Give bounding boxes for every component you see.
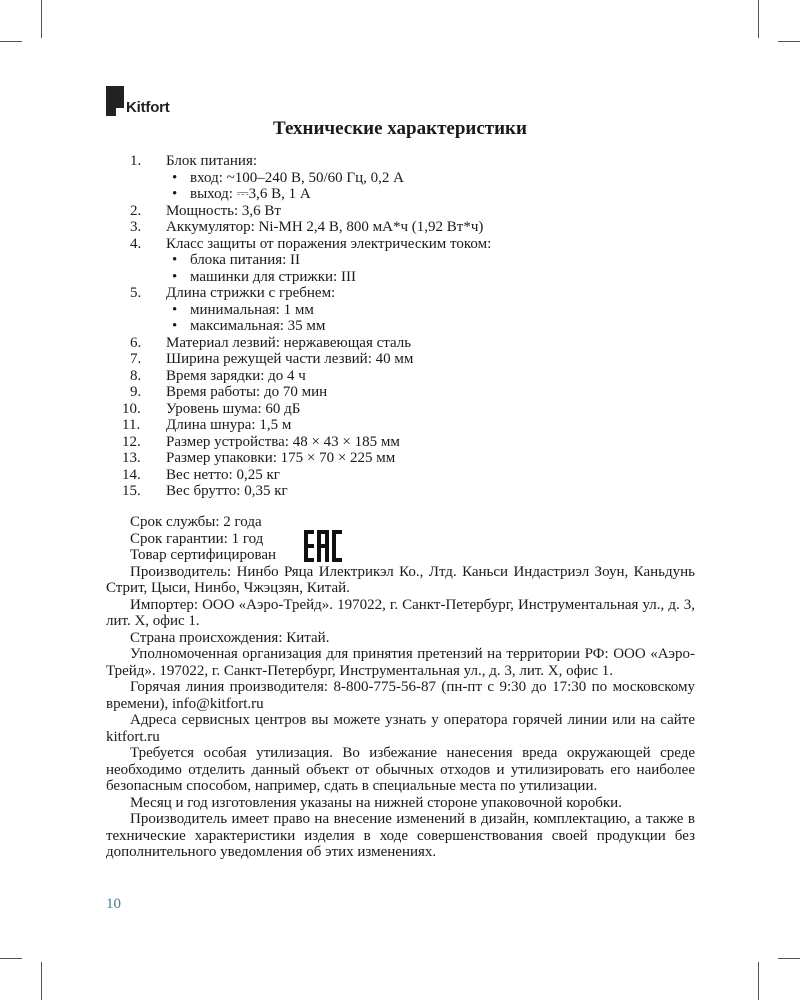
spec-subitem-text: максимальная: 35 мм	[190, 318, 326, 334]
spec-item	[106, 153, 706, 170]
spec-subitem	[106, 302, 706, 319]
spec-item	[106, 434, 706, 451]
spec-number: 3.	[130, 219, 142, 235]
info-paragraph: Адреса сервисных центров вы можете узнать у оператора горячей линии или на сайте kitfort.ru	[106, 712, 695, 745]
spec-text: Вес брутто: 0,35 кг	[166, 483, 288, 499]
spec-text: Ширина режущей части лезвий: 40 мм	[166, 351, 414, 367]
spec-number: 8.	[130, 367, 142, 384]
spec-text: Время зарядки: до 4 ч	[166, 367, 306, 384]
spec-item	[106, 335, 706, 352]
spec-subitem	[106, 170, 706, 187]
spec-item	[106, 368, 706, 385]
brand-logo	[106, 86, 170, 116]
spec-text: Материал лезвий: нержавеющая сталь	[166, 334, 412, 351]
certified-text: Товар сертифицирован	[130, 547, 277, 563]
spec-item	[106, 236, 706, 253]
info-paragraph: Месяц и год изготовления указаны на нижней стороне упаковочной коробки.	[130, 794, 622, 811]
info-paragraph: Требуется особая утилизация. Во избежание нанесения вреда окружающей среде необходимо отделить данный объект от обычных отходов и утилизировать его наиболее безопасным способом, например, сдать в специальные места по утилизации.	[106, 745, 695, 794]
info-paragraph: Страна происхождения: Китай.	[130, 629, 330, 646]
kitfort-logo-icon	[106, 86, 124, 116]
page-title: Технические характеристики	[273, 118, 527, 139]
crop-mark	[778, 958, 800, 959]
spec-number: 4.	[130, 235, 142, 252]
spec-text: Класс защиты от поражения электрическим током:	[166, 235, 492, 252]
spec-number: 9.	[130, 384, 142, 400]
specs-list	[106, 153, 706, 500]
bullet-icon: •	[172, 268, 178, 285]
crop-mark	[778, 41, 800, 42]
spec-item	[106, 467, 706, 484]
spec-subitem-text: минимальная: 1 мм	[190, 301, 314, 318]
spec-number: 13.	[122, 450, 141, 466]
spec-item	[106, 384, 706, 401]
spec-text: Мощность: 3,6 Вт	[166, 202, 281, 219]
bullet-icon: •	[172, 252, 178, 268]
info-paragraph: Производитель имеет право на внесение изменений в дизайн, комплектацию, а также в технические характеристики изделия в ходе совершенствования своей продукции без дополнительного уведомления об этих изменениях.	[106, 811, 695, 860]
spec-text: Аккумулятор: Ni-MH 2,4 В, 800 мА*ч (1,92 Вт*ч)	[166, 219, 484, 235]
crop-mark	[0, 958, 22, 959]
info-section	[106, 514, 695, 861]
info-paragraphs	[106, 564, 695, 861]
bullet-icon: •	[172, 301, 178, 318]
bullet-icon: •	[172, 318, 178, 334]
spec-subitem-text: блока питания: II	[190, 252, 301, 268]
spec-item	[106, 219, 706, 236]
spec-item	[106, 203, 706, 220]
spec-number: 5.	[130, 285, 142, 301]
crop-mark	[41, 0, 42, 38]
spec-subitem	[106, 318, 706, 335]
spec-subitem	[106, 269, 706, 286]
spec-number: 7.	[130, 351, 142, 367]
spec-subitem	[106, 186, 706, 203]
page-number: 10	[106, 896, 121, 912]
info-paragraph: Горячая линия производителя: 8-800-775-56-87 (пн-пт с 9:30 до 17:30 по московскому времени), info@kitfort.ru	[106, 679, 695, 712]
spec-text: Размер упаковки: 175 × 70 × 225 мм	[166, 450, 396, 466]
spec-item	[106, 401, 706, 418]
crop-mark	[0, 41, 22, 42]
spec-number: 14.	[122, 466, 141, 483]
spec-number: 11.	[122, 417, 141, 433]
spec-text: Вес нетто: 0,25 кг	[166, 466, 280, 483]
spec-number: 1.	[130, 153, 142, 169]
spec-text: Блок питания:	[166, 153, 258, 169]
spec-item	[106, 285, 706, 302]
spec-subitem-text: выход: ⎓3,6 В, 1 А	[190, 186, 311, 202]
spec-item	[106, 450, 706, 467]
info-paragraph: Уполномоченная организация для принятия претензий на территории РФ: ООО «Аэро-Трейд». 197022, г. Санкт-Петербург, Инструментальная ул., д. 3, лит. Х, офис 1.	[106, 646, 695, 679]
spec-text: Длина стрижки с гребнем:	[166, 285, 336, 301]
warranty-period: Срок гарантии: 1 год	[130, 530, 264, 547]
spec-number: 10.	[122, 400, 141, 417]
eac-mark-icon	[304, 530, 342, 562]
spec-item	[106, 483, 706, 500]
spec-number: 6.	[130, 334, 142, 351]
bullet-icon: •	[172, 169, 178, 186]
service-life: Срок службы: 2 года	[130, 514, 262, 530]
spec-item	[106, 417, 706, 434]
info-paragraph: Производитель: Нинбо Ряца Илектрикэл Ко., Лтд. Каньси Индастриэл Зоун, Каньдунь Стрит, Цыси, Нинбо, Чжэцзян, Китай.	[106, 563, 695, 596]
spec-number: 12.	[122, 433, 141, 450]
crop-mark	[41, 962, 42, 1000]
spec-subitem	[106, 252, 706, 269]
spec-subitem-text: вход: ~100–240 В, 50/60 Гц, 0,2 А	[190, 169, 404, 186]
spec-text: Время работы: до 70 мин	[166, 384, 328, 400]
spec-text: Уровень шума: 60 дБ	[166, 400, 301, 417]
spec-text: Длина шнура: 1,5 м	[166, 417, 292, 433]
brand-name: Kitfort	[126, 99, 170, 116]
spec-subitem-text: машинки для стрижки: III	[190, 268, 356, 285]
crop-mark	[758, 962, 759, 1000]
spec-number: 15.	[122, 483, 141, 499]
bullet-icon: •	[172, 186, 178, 202]
crop-mark	[758, 0, 759, 38]
spec-item	[106, 351, 706, 368]
spec-number: 2.	[130, 202, 142, 219]
info-paragraph: Импортер: ООО «Аэро-Трейд». 197022, г. Санкт-Петербург, Инструментальная ул., д. 3, лит. Х, офис 1.	[106, 596, 695, 629]
spec-text: Размер устройства: 48 × 43 × 185 мм	[166, 433, 400, 450]
certification-row	[106, 547, 695, 564]
